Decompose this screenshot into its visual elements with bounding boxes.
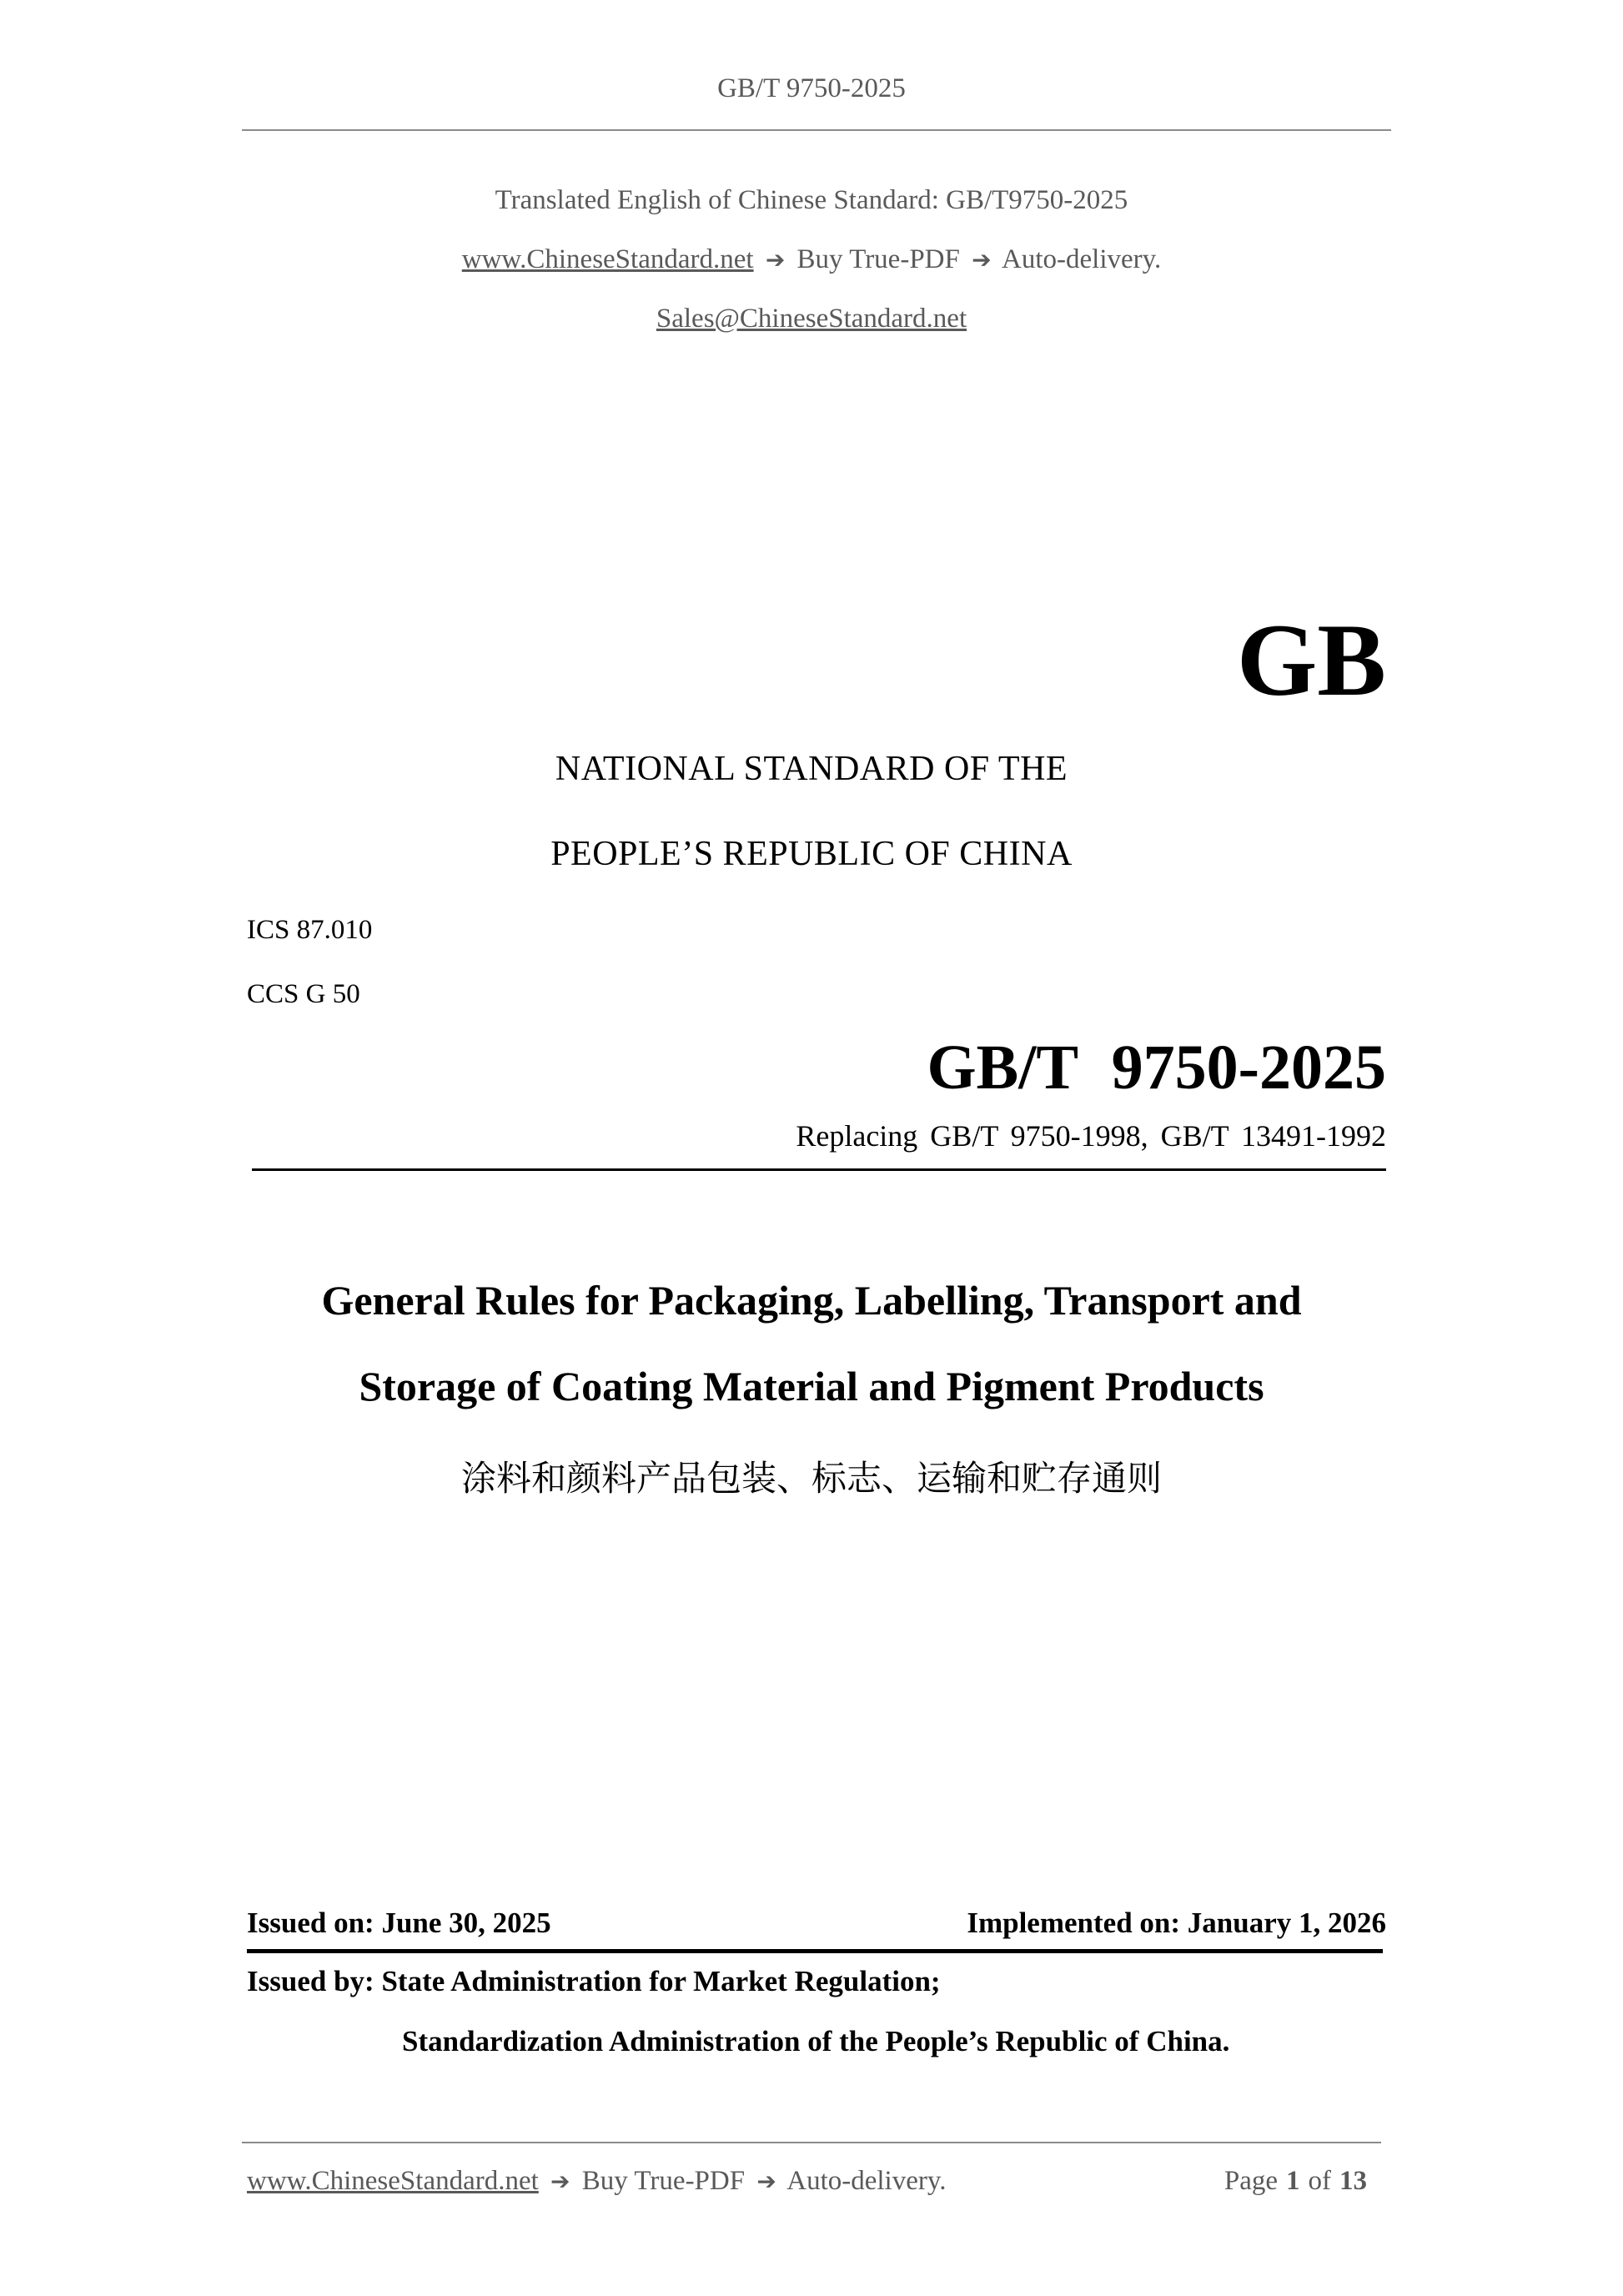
email-link[interactable]: Sales@ChineseStandard.net [656,304,967,334]
issued-by-line2: Standardization Administration of the People’s Republic of China. [402,2025,1230,2057]
national-standard-line2: PEOPLE’S REPUBLIC OF CHINA [550,835,1073,873]
footer-divider [242,2142,1381,2143]
header-divider [242,129,1391,131]
issued-by-line1: Issued by: State Administration for Market Regulation; [247,1965,941,1997]
national-standard-line1: NATIONAL STANDARD OF THE [555,750,1068,788]
arrow-right-icon: ➔ [972,246,992,274]
page-of: of [1308,2166,1331,2196]
footer-site-link[interactable]: www.ChineseStandard.net [247,2166,539,2196]
banner-email-line [0,304,1623,334]
title-chinese: 涂料和颜料产品包装、标志、运输和贮存通则 [460,1458,1162,1499]
footer-buy-text: Buy True-PDF [581,2166,746,2196]
page-label: Page [1224,2166,1278,2196]
title-english-line1: General Rules for Packaging, Labelling, Transport and [321,1277,1302,1324]
arrow-right-icon: ➔ [765,246,786,274]
footer-delivery-text: Auto-delivery. [786,2166,947,2196]
page-current: 1 [1286,2166,1300,2196]
footer-purchase-line [247,2166,946,2197]
issue-divider [247,1949,1383,1953]
standard-number: GB/T 9750-2025 [927,1032,1386,1103]
buy-true-pdf-text: Buy True-PDF [796,244,960,274]
auto-delivery-text: Auto-delivery. [1002,244,1162,274]
replacing-standards: Replacing GB/T 9750-1998, GB/T 13491-1992 [796,1119,1386,1153]
title-english-line2: Storage of Coating Material and Pigment Products [359,1363,1264,1409]
ics-code: ICS 87.010 [247,915,373,945]
issued-on: Issued on: June 30, 2025 [247,1907,551,1939]
page-total: 13 [1339,2166,1367,2196]
standard-divider [252,1168,1386,1171]
banner-purchase-line [0,244,1623,275]
issue-dates [247,1907,1386,1940]
page-indicator [1224,2166,1375,2197]
gb-logo: GB [1236,603,1386,717]
translation-notice: Translated English of Chinese Standard: GB/T9750-2025 [495,185,1128,215]
ccs-code: CCS G 50 [247,979,360,1009]
running-header: GB/T 9750-2025 [717,73,906,103]
site-link[interactable]: www.ChineseStandard.net [461,244,754,274]
arrow-right-icon: ➔ [550,2168,570,2195]
implemented-on: Implemented on: January 1, 2026 [967,1907,1386,1939]
arrow-right-icon: ➔ [756,2168,776,2195]
